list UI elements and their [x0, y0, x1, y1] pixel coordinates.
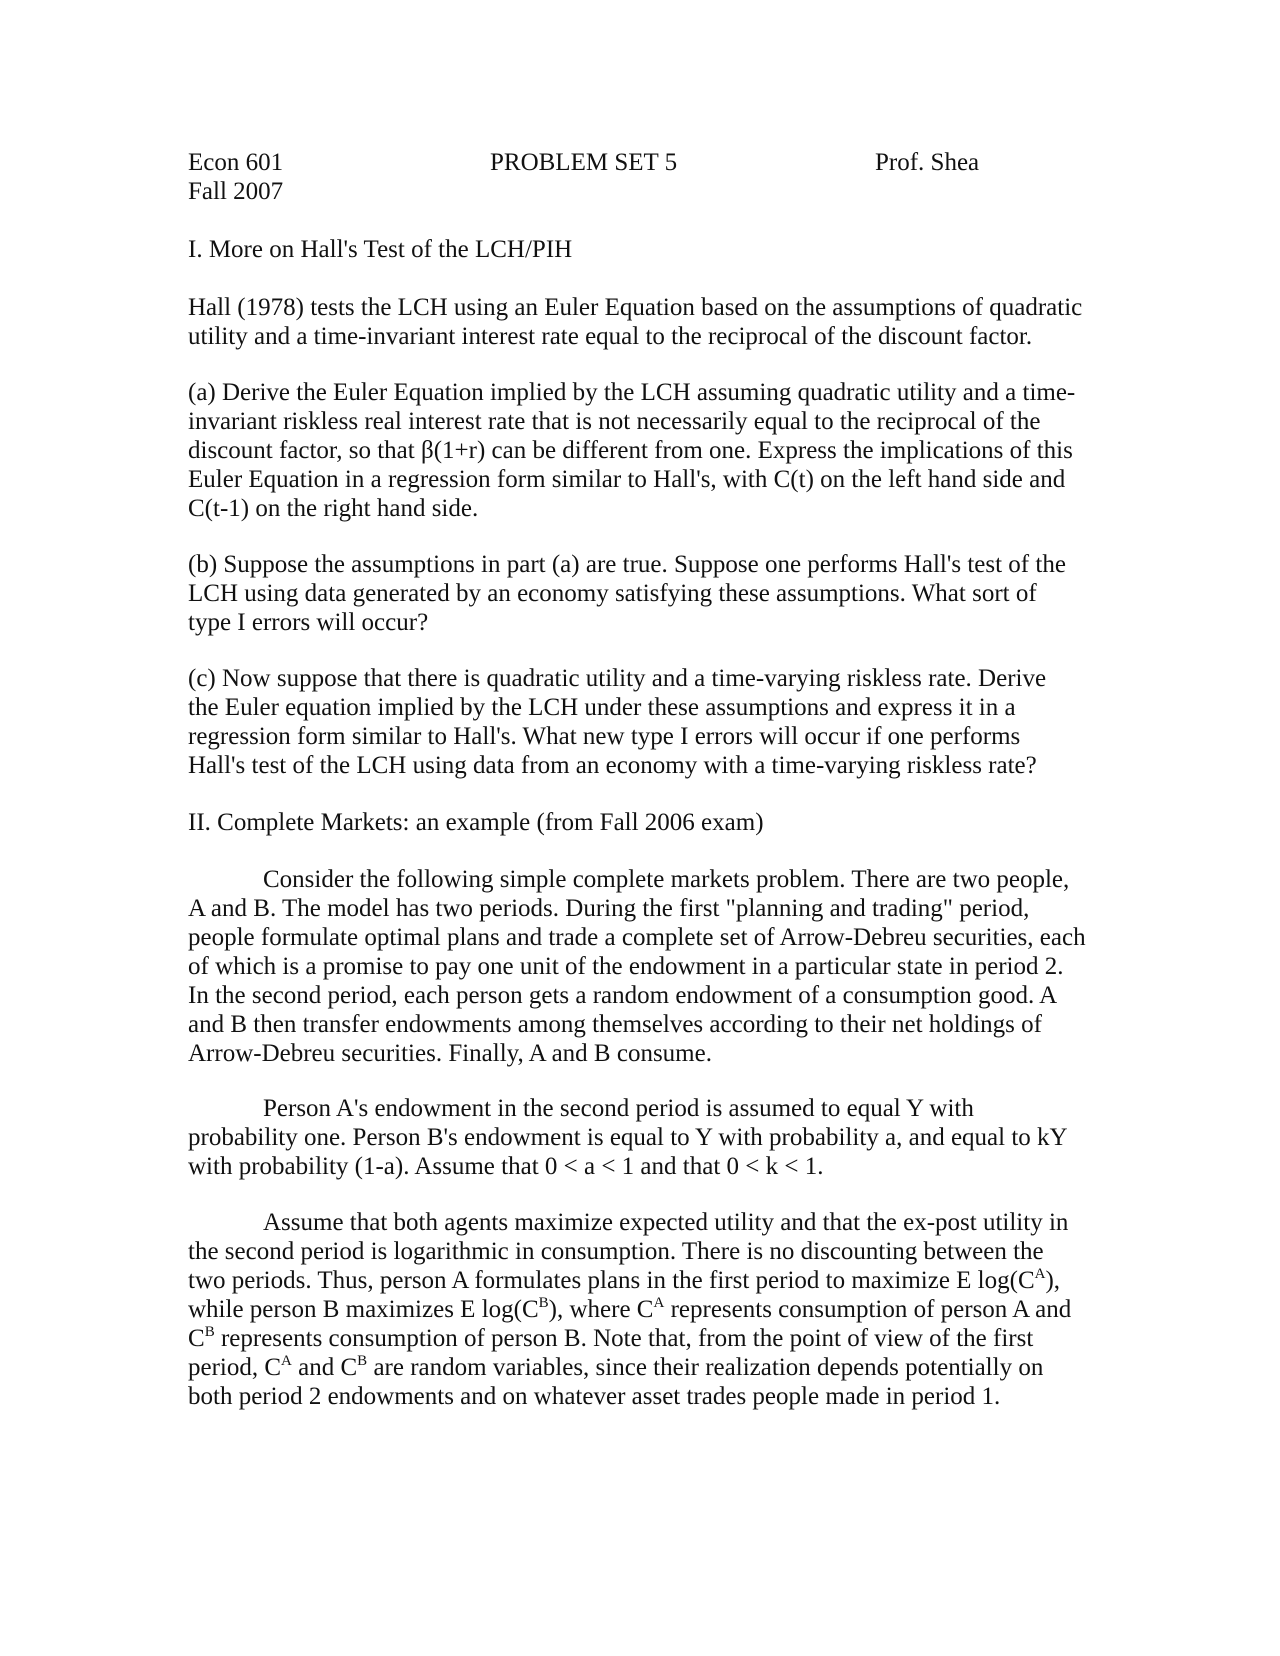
part-c-line: the Euler equation implied by the LCH under these assumptions and express it in a	[188, 694, 1016, 721]
paragraph-line: with probability (1-a). Assume that 0 < a < 1 and that 0 < k < 1.	[188, 1153, 824, 1180]
section-2-paragraph-1	[188, 865, 1108, 1068]
paragraph-line: Person A's endowment in the second period is assumed to equal Y with	[263, 1095, 974, 1122]
superscript: A	[1034, 1266, 1046, 1282]
part-a-line: discount factor, so that β(1+r) can be different from one. Express the implications of this	[188, 437, 1073, 464]
part-a-line: invariant riskless real interest rate that is not necessarily equal to the reciprocal of the	[188, 408, 1041, 435]
part-a	[188, 378, 1108, 523]
paragraph-line: of which is a promise to pay one unit of the endowment in a particular state in period 2.	[188, 953, 1064, 980]
superscript: B	[357, 1353, 368, 1369]
text-run: ),	[1045, 1267, 1061, 1294]
superscript: B	[204, 1324, 215, 1340]
part-a-line: C(t-1) on the right hand side.	[188, 495, 479, 522]
paragraph-line	[188, 1266, 1108, 1295]
paragraph-line	[188, 1295, 1108, 1324]
text-run: C	[188, 1325, 205, 1352]
intro-line: Hall (1978) tests the LCH using an Euler Equation based on the assumptions of quadratic	[188, 294, 1083, 321]
superscript: B	[538, 1295, 549, 1311]
section-1-intro	[188, 293, 1108, 351]
part-c	[188, 664, 1108, 780]
document-title: PROBLEM SET 5	[490, 149, 678, 176]
paragraph-line	[188, 1353, 1108, 1382]
text-run: ), where C	[548, 1296, 654, 1323]
section-2-heading: II. Complete Markets: an example (from Fall 2006 exam)	[188, 809, 764, 836]
paragraph-line: probability one. Person B's endowment is equal to Y with probability a, and equal to kY	[188, 1124, 1068, 1151]
text-run: period, C	[188, 1354, 282, 1381]
part-b	[188, 550, 1108, 637]
section-2-paragraph-3	[188, 1208, 1108, 1411]
paragraph-line: people formulate optimal plans and trade a complete set of Arrow-Debreu securities, each	[188, 924, 1086, 951]
text-run: and C	[291, 1354, 358, 1381]
paragraph-line: Assume that both agents maximize expected utility and that the ex-post utility in	[263, 1209, 1069, 1236]
text-run: are random variables, since their realization depends potentially on	[367, 1354, 1044, 1381]
text-run: while person B maximizes E log(C	[188, 1296, 539, 1323]
section-1-heading: I. More on Hall's Test of the LCH/PIH	[188, 236, 573, 263]
part-b-line: LCH using data generated by an economy satisfying these assumptions. What sort of	[188, 580, 1037, 607]
intro-line: utility and a time-invariant interest rate equal to the reciprocal of the discount factor.	[188, 323, 1033, 350]
paragraph-line: both period 2 endowments and on whatever asset trades people made in period 1.	[188, 1383, 1001, 1410]
part-a-line: (a) Derive the Euler Equation implied by the LCH assuming quadratic utility and a time-	[188, 379, 1076, 406]
paragraph-line: and B then transfer endowments among themselves according to their net holdings of	[188, 1011, 1042, 1038]
section-2-paragraph-2	[188, 1094, 1108, 1181]
paragraph-line: Consider the following simple complete markets problem. There are two people,	[263, 866, 1070, 893]
text-run: represents consumption of person A and	[664, 1296, 1072, 1323]
part-c-line: regression form similar to Hall's. What new type I errors will occur if one performs	[188, 723, 1021, 750]
part-c-line: (c) Now suppose that there is quadratic utility and a time-varying riskless rate. Derive	[188, 665, 1047, 692]
paragraph-line: Arrow-Debreu securities. Finally, A and B consume.	[188, 1040, 712, 1067]
part-b-line: type I errors will occur?	[188, 609, 429, 636]
part-a-line: Euler Equation in a regression form similar to Hall's, with C(t) on the left hand side and	[188, 466, 1066, 493]
paragraph-line	[188, 1324, 1108, 1353]
course-name: Econ 601	[188, 149, 284, 176]
professor-name: Prof. Shea	[875, 149, 980, 176]
superscript: A	[653, 1295, 665, 1311]
text-run: represents consumption of person B. Note that, from the point of view of the first	[214, 1325, 1034, 1352]
text-run: two periods. Thus, person A formulates plans in the first period to maximize E log(C	[188, 1267, 1035, 1294]
paragraph-line: A and B. The model has two periods. During the first "planning and trading" period,	[188, 895, 1030, 922]
course-term: Fall 2007	[188, 178, 284, 205]
superscript: A	[281, 1353, 292, 1369]
part-b-line: (b) Suppose the assumptions in part (a) are true. Suppose one performs Hall's test of the	[188, 551, 1066, 578]
paragraph-line: In the second period, each person gets a random endowment of a consumption good. A	[188, 982, 1058, 1009]
part-c-line: Hall's test of the LCH using data from an economy with a time-varying riskless rate?	[188, 752, 1037, 779]
paragraph-line: the second period is logarithmic in consumption. There is no discounting between the	[188, 1238, 1044, 1265]
